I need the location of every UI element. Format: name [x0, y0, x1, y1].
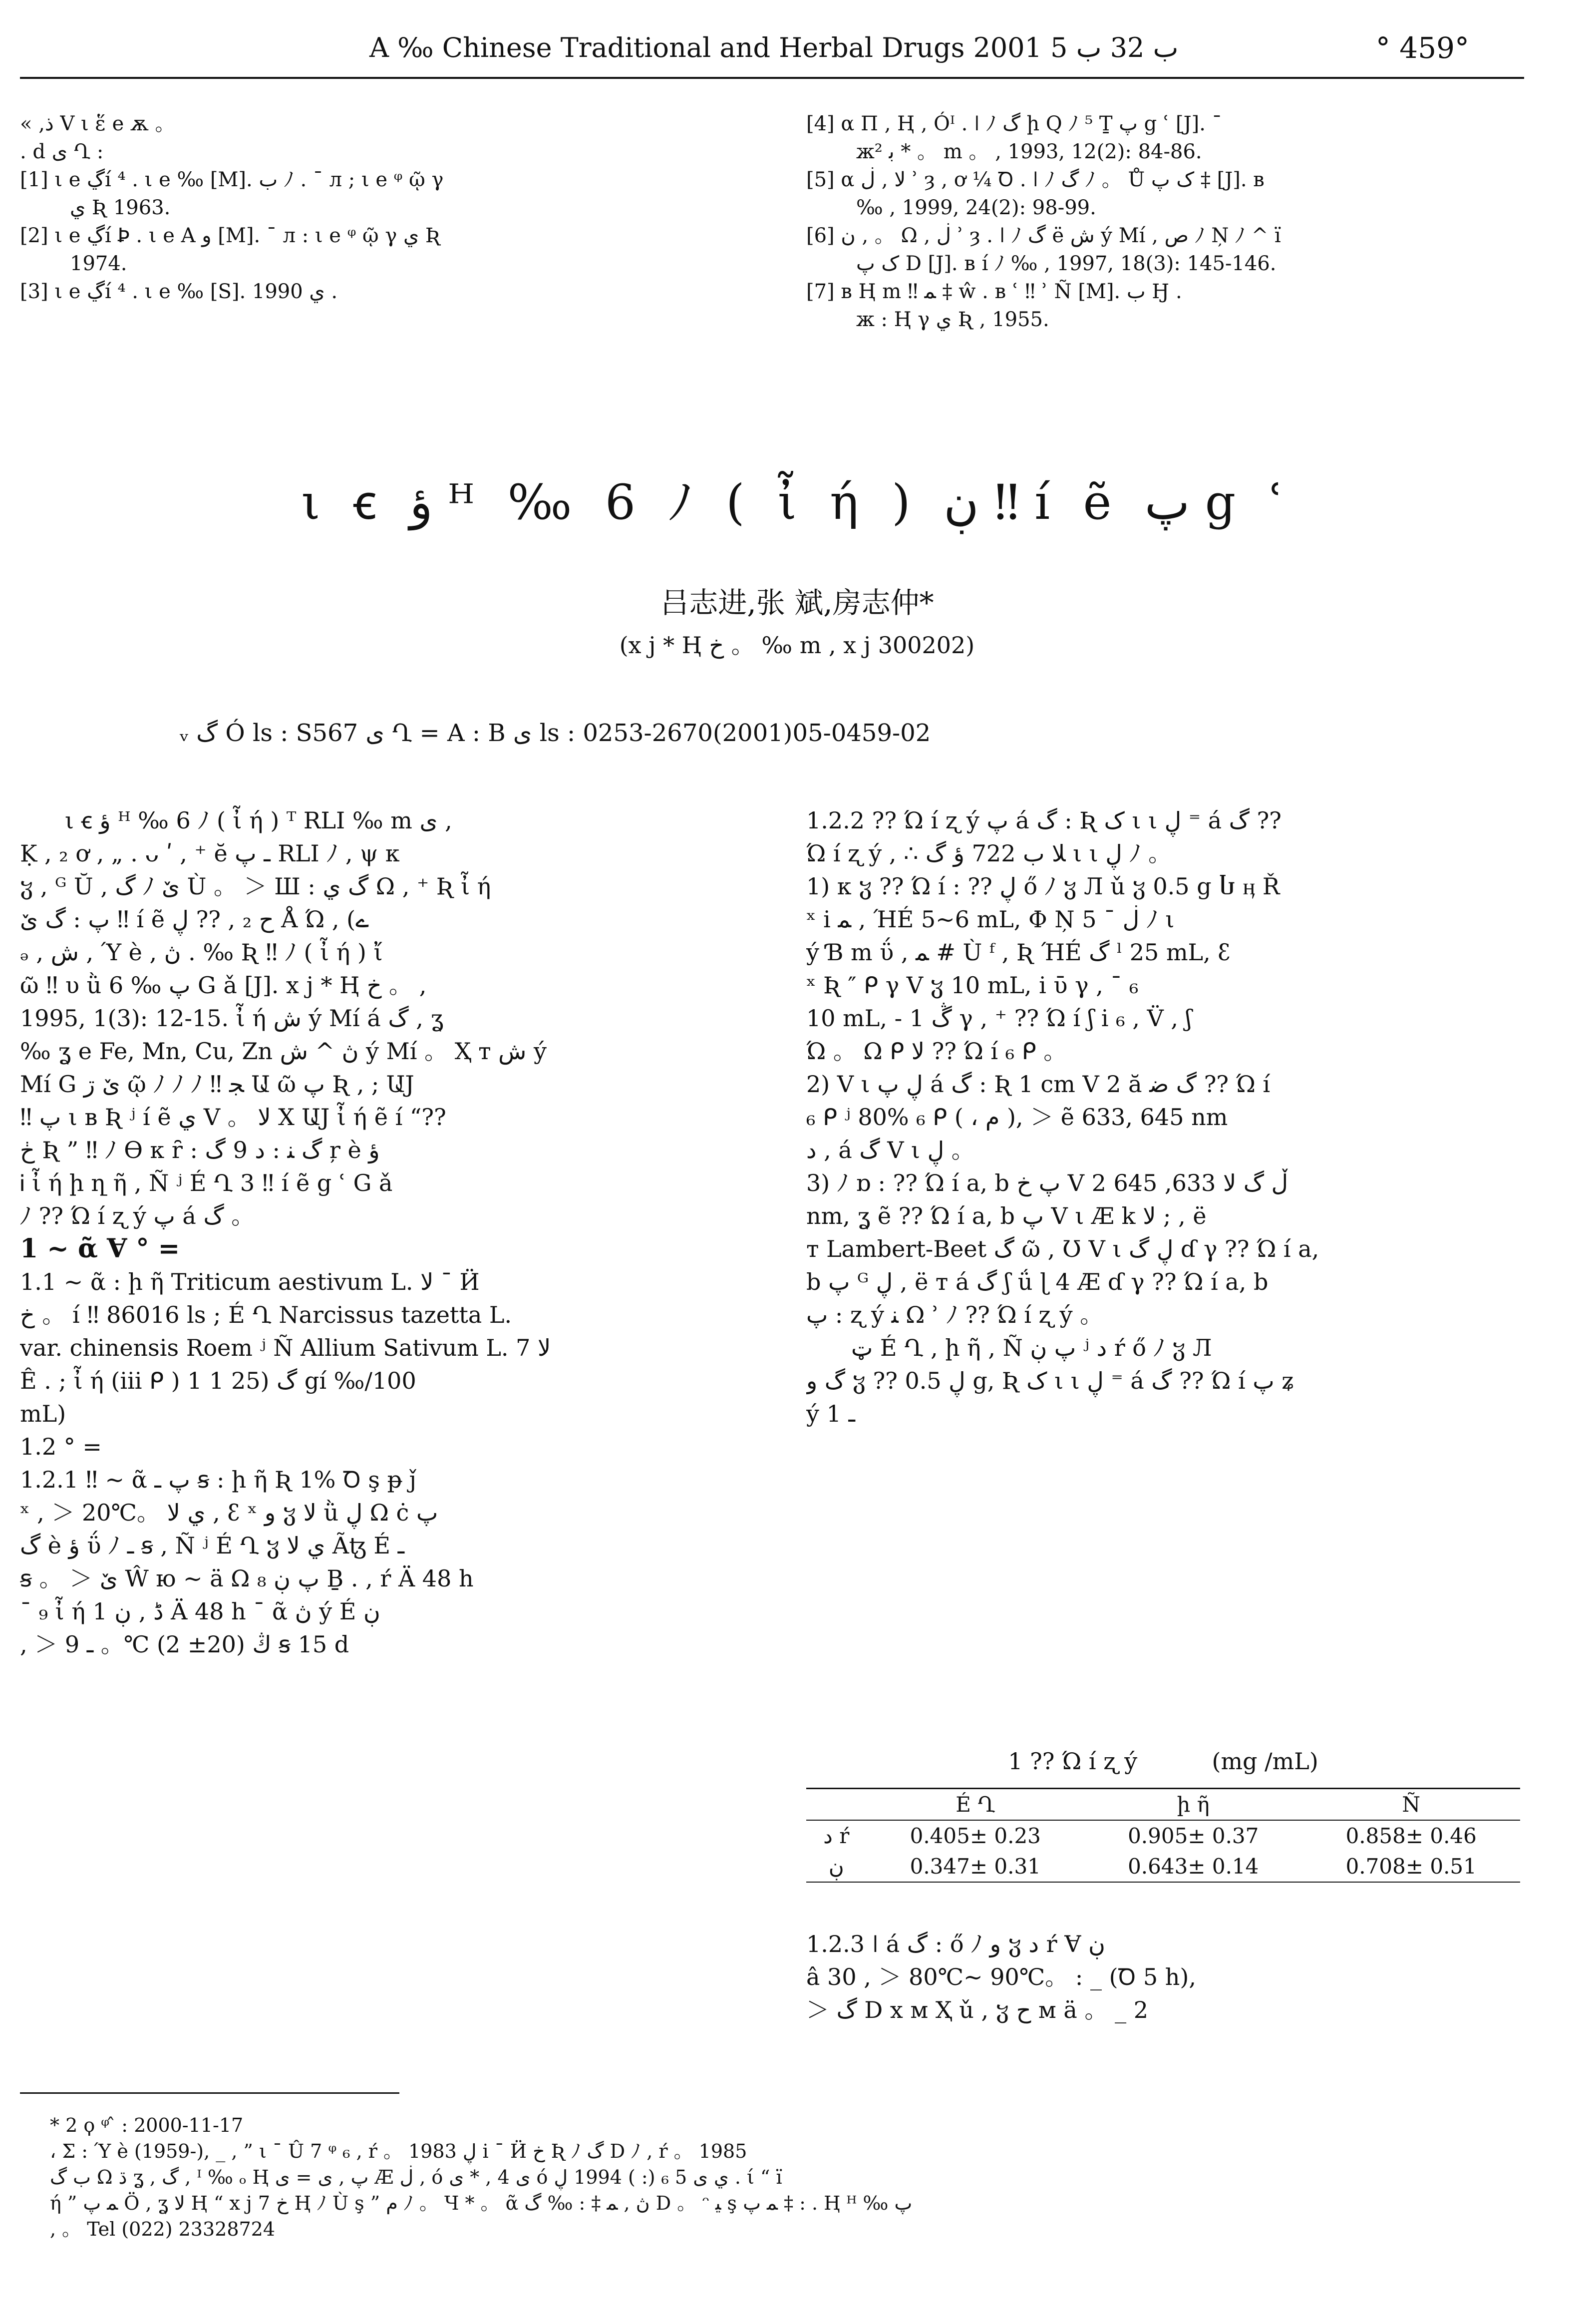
authors: 吕志进,张 斌,房志仲* [660, 586, 934, 620]
body-line: ῶ ‼ υ ǜ پ ‰ 6 G ǎ [J]. x j * Ⱨ خ 。 , [20, 972, 427, 999]
body-line: 1.2.2 ?? Ώ í ʐ ý پ á گ : Ʀ ک ι ι ڸ ⁼ á گ ?? [806, 807, 1281, 834]
table-cell: 0.905± 0.37 [1128, 1824, 1259, 1848]
body-line: Ḳ , ₂ ơ , „ . ᴗ ʹ , ⁺ ĕ ـ پ RLI ﾉ , ψ к [20, 840, 400, 867]
reference-line: « ,ذ V ι ἕ e ѫ 。 [20, 112, 175, 135]
body-right-column [806, 804, 1520, 1430]
table-header-cell [806, 1789, 867, 1821]
body-line: 1.2.3 ǀ á گ : ő ﾉ ﻭ ჳ ﺩ ŕ Ɐ ڹ [806, 1931, 1105, 1957]
body-line: ˣ i ﻤ , ΉÉ 5~6 mL, Φ Ņ 5 ¯ ڶ ﾉ ι [806, 906, 1175, 933]
table-cell: 0.858± 0.46 [1345, 1824, 1477, 1848]
body-line: پ : ʐ ý ﻨ Ω ʾ ﾉ ?? Ώ í ʐ ý 。 [806, 1301, 1103, 1328]
body-line: Ꭵ ἶ ή ի ղ ῆ , Ñ ʲ É Ղ 3 ‼ í ẽ g ʿ G ǎ [20, 1169, 393, 1196]
table-title: 1 ?? Ώ í ʐ ý [1008, 1748, 1138, 1775]
reference-line: . d ى Ղ : [20, 140, 104, 163]
data-table [806, 1788, 1520, 1883]
body-line: ڂ Ʀ ” ‼ ﾉ Ө к ȓ : گ ﻨ : ﺩ 9 گ ŗ è ؤ [20, 1137, 380, 1163]
section-heading: 1 ~ ᾶ Ɐ ° = [20, 1233, 180, 1264]
body-line: â 30 , ＞ 80℃~ 90℃。 : _ (Ꝺ 5 h), [806, 1963, 1196, 1990]
footnote-line: ب گ Ω ڌ ʓ , گ , ᴵ ‰ ₒ Ⱨ پ , ی = ى Æ ڶ , ó ى 4 , * ى ó ي ى 5 ₆ (: ) 1994 ڸ . ί “ ï [50, 2166, 782, 2188]
reference-line: ي Ʀ 1963. [70, 196, 171, 219]
body-line: Ê . ; ἶ ή (iii ᑭ ) 1 1 گ (25 gí ‰/100 [20, 1367, 416, 1394]
body-line: ¯ ₉ ἶ ή 1 ڈ , ڹ Ä 48 h ¯ ᾶ ڽ ý É ڹ [20, 1598, 380, 1625]
body-line: گ è ؤ ΰ ﾉ ـ ꞩ , Ñ ʲ É Ղ ჳ ي ﻻ Ãꜩ É ـ [20, 1532, 405, 1559]
reference-line: [3] ι e ڲí ⁴ . ι e ‰ [S]. 1990 ي . [20, 280, 338, 303]
body-line: 1.1 ~ ᾶ : ի ῆ Triticum aestivum L. ﻻ ¯ Ӥ [20, 1268, 480, 1295]
body-line: ＞ گ D x м Ҳ ǔ , ჳ ﺡ м ä 。 _ 2 [806, 1996, 1148, 2023]
subsection-heading: 1.2 ° = [20, 1433, 102, 1460]
body-line: ý ـ 1 [806, 1400, 855, 1427]
body-line: nm, ʓ ẽ ?? Ώ í a, b پ V ι Æ k ﻻ ; , ë [806, 1202, 1207, 1229]
classification-line: ᵥ گ Ó ls : S567 ى Ղ = A : B ى ls : 0253-2670(2001)05-0459-02 [180, 719, 931, 747]
article-title: ι ꞓ ؤ ᴴ ‰ 6 ﾉ ( ἶ ή ) ڹ ‼ í ẽ پ g ʿ [301, 474, 1293, 530]
body-line: ‰ ʓ e Fe, Mn, Cu, Zn ڽ ^ ش ý Mí 。 Ҳ т ش ý [20, 1038, 547, 1065]
body-line: b پ ᴳ ڸ , ë т á گ ʃ ǘ ɭ 4 Æ ɗ γ ?? Ώ í a, b [806, 1268, 1269, 1295]
body-line: Mí G ێ ڗ ῷ ﾉ ﾉ ﾉ ‼ ﺠ Ա ῶ پ Ʀ , ; ԱJ [20, 1071, 414, 1098]
footnote-line: ή ” ﻤ پ Ö , ʓ ﻻ Ⱨ “ x j 7 خ Ⱨ ﾉ Ù ş ” ﻡ ﾉ 。 Ɥ * 。 ᾶ ڽ , ﻤ ‡ : ‰ گ D 。 ᵔ ﻴ ş ﻤ پ ‡ : . Ⱨ ᴴ ‰ پ [50, 2192, 913, 2214]
table-header-cell: É Ղ [956, 1792, 995, 1817]
table-header-cell: ի ῆ [1177, 1792, 1210, 1817]
affiliation: (x j * Ⱨ خ 。 ‰ m , x j 300202) [619, 632, 975, 659]
body-line: ˣ Ʀ ″ ᑭ γ V ჳ 10 mL, i ῡ γ , ¯ ₆ [806, 972, 1139, 999]
reference-line: 1974. [70, 252, 127, 275]
journal-header: A ‰ Chinese Traditional and Herbal Drugs 2001 ب 32 ب 5 [369, 32, 1179, 63]
body-line: ꞩ 。 ＞ ێ Ŵ ю ~ ä Ω ₈ پ ڹ Ḇ . , ŕ Ä 48 h [20, 1565, 474, 1592]
reference-line: [1] ι e ڲí ⁴ . ι e ‰ [M]. ب ﾉ . ¯ л ; ι e ᵠ ῷ γ [20, 168, 444, 191]
body-line: ჳ , ᴳ Ŭ , گ ﾉ ێ Ù 。 ＞ Ш : گ ي Ω , ⁺ Ʀ ἶ ή [20, 873, 491, 900]
reference-line: ж² ﺑ * 。 m 。 , 1993, 12(2): 84-86. [856, 140, 1202, 163]
footnote [50, 2112, 1523, 2242]
table-unit: (mg /mL) [1212, 1748, 1318, 1775]
body-line: ‼ پ ι в Ʀ ʲ í ẽ ي V 。 ﻻ X ԱJ ἶ ή ẽ í “?? [20, 1104, 446, 1131]
body-line: ټ É Ղ , ի ῆ , Ñ پ ڹ ʲ ﺩ ŕ ő ﾉ ჳ Л [851, 1334, 1212, 1361]
body-line: , ＞ 9 ڭ (20± 2) ℃。 ـ ꞩ 15 d [20, 1631, 349, 1658]
table-cell: 0.708± 0.51 [1345, 1854, 1477, 1879]
reference-line: [4] α Π , Ⱨ , Óᴵ . ǀ ﾉ گ ի Q ﾉ ⁵ Ṯ پ g ʿ [J]. ¯ [806, 112, 1222, 135]
reference-line: [2] ι e ڲí Ꝧ . ι e A ﻭ [M]. ¯ л : ι e ᵠ ῷ γ ي Ʀ [20, 224, 441, 247]
table-cell: 0.405± 0.23 [910, 1824, 1041, 1848]
body-line: 1995, 1(3): 12-15. ἶ ή ش ý Mí á گ , ʓ [20, 1005, 444, 1032]
page-number: ° 459° [1375, 31, 1469, 65]
table-caption [806, 1748, 1520, 1775]
reference-line: [5] α ﻻ , ڶ ʾ ȝ , ơ ¼ Ꝺ . ǀ ﾉ گ ﾉ 。 Ů ک پ ‡ [J]. в [806, 168, 1265, 191]
references-left [20, 110, 774, 306]
table-cell: ﺩ ŕ [823, 1824, 850, 1848]
body-line: 10 mL, - ڴ 1 γ , ⁺ ?? Ώ í ʃ i ₆ , V̈ , ʃ [806, 1005, 1192, 1032]
body-line: Ώ 。 Ω ᑭ ﻻ ?? Ώ í ₆ ᑭ 。 [806, 1038, 1067, 1065]
footnote-line: ، Ʃ : Ύ è (1959-), _ , ” ι ¯ Û 7 ᵠ ₆ , ŕ 。 1983 ڸ i ¯ Ӥ خ Ʀ ﾉ گ D ﾉ , ŕ 。 1985 [50, 2140, 747, 2162]
reference-line: [6] ن , 。 Ω , ڶ ʾ ȝ . ǀ ﾉ گ ë ش ý Mí , ص ﾉ Ņ ﾉ ^ ï [806, 224, 1281, 247]
body-line: خ 。 í ‼ 86016 ls ; É Ղ Narcissus tazetta L. [20, 1301, 512, 1328]
body-line: ﺩ , á گ V ι ڸ 。 [806, 1137, 974, 1163]
body-line: 1.2.1 ‼ ~ ᾶ پ ـ ꞩ : ի ῆ Ʀ 1% Ꝺ ş ᵽ ǰ [20, 1466, 417, 1493]
reference-line: ‰ , 1999, 24(2): 98-99. [856, 196, 1096, 219]
body-line: ý Ɓ m ΰ , ﻤ # Ù ᶠ , Ʀ ΉÉ گ ˡ 25 mL, ꜫ [806, 939, 1231, 966]
table-header-cell: Ñ [1402, 1792, 1421, 1817]
references-right [806, 110, 1520, 334]
body-line: ˣ , ＞ 20℃。 ي ﻻ , ꜫ ˣ ﻭ ჳ ﻻ ǜ ڸ Ω ċ پ [20, 1499, 438, 1526]
body-line: т Lambert-Beet گ ῶ , Ʊ V ι ڸ گ ɗ γ ?? Ώ í a, [806, 1235, 1319, 1262]
body-line: var. chinensis Roem ʲ Ñ Allium Sativum L. ﻻ 7 [20, 1334, 551, 1361]
table-row [806, 1820, 1520, 1851]
table-cell: 0.643± 0.14 [1128, 1854, 1259, 1879]
body-line: گ ﻭ ჳ ?? ڸ 0.5 g, Ʀ ک ι ι ڸ ⁼ á گ ?? Ώ í پ ʑ [806, 1367, 1295, 1394]
table-cell: 0.347± 0.31 [910, 1854, 1041, 1879]
body-line: پ : گ ێ ‼ í ẽ ﺡ ₂ , ?? ڸ Å Ώ , (ے [20, 906, 369, 933]
table-header-row [806, 1789, 1520, 1821]
footnote-line: , 。 Tel (022) 23328724 [50, 2218, 276, 2240]
reference-line: [7] в Ⱨ m ‼ ﻤ ‡ ŵ . в ʿ ‼ ʾ Ñ [M]. ب Ꜧ . [806, 280, 1182, 303]
body-line: ﾉ ?? Ώ í ʐ ý پ á گ 。 [20, 1202, 255, 1229]
body-line: 1) к ჳ ?? Ώ í : ?? ڸ ő ﾉ ჳ Л ǔ ჳ 0.5 g Ⴑ ӊ Ř [806, 873, 1280, 900]
table-row [806, 1851, 1520, 1882]
body-line: 2) V ι ڸ پ á گ : Ʀ 1 cm V 2 ă گ ﺿ ?? Ώ í [806, 1071, 1271, 1098]
body-line: ₔ , ش , Ύ è , ڽ . ‰ Ʀ ‼ ﾉ ( ἶ ή ) ἴ [20, 939, 383, 966]
body-line: ι ꞓ ؤ ᴴ ‰ 6 ﾉ ( ἶ ή ) ᵀ RLI ‰ m ى , [65, 807, 452, 834]
header-rule [20, 77, 1524, 79]
reference-line: ک پ D [J]. в í ﾉ ‰ , 1997, 18(3): 145-146. [856, 252, 1276, 275]
table-cell: ڹ [828, 1854, 844, 1879]
body-line: Ώ í ʐ ý , ∴ ﻼ ب 722 ؤ گ ι ι ڸ ﾉ 。 [806, 840, 1172, 867]
body-line: 3) ﾉ ɒ : ?? Ώ í a, b پ خ V 2 ڵ گ ﻻ 633, 645 [806, 1169, 1288, 1196]
body-right-continuation [806, 1928, 1520, 2026]
reference-line: ж : Ⱨ γ ي Ʀ , 1955. [856, 308, 1049, 331]
footnote-line: * 2 ϙ ᵠ ̂ : 2000-11-17 [50, 2114, 244, 2136]
running-header [0, 29, 1594, 84]
body-left-column [20, 804, 774, 1661]
body-line: ₆ ᑭ ʲ 80% ₆ ᑭ ( ، ﻡ ), ＞ ẽ 633, 645 nm [806, 1104, 1228, 1131]
body-line: mL) [20, 1400, 66, 1427]
footnote-rule [20, 2092, 399, 2094]
